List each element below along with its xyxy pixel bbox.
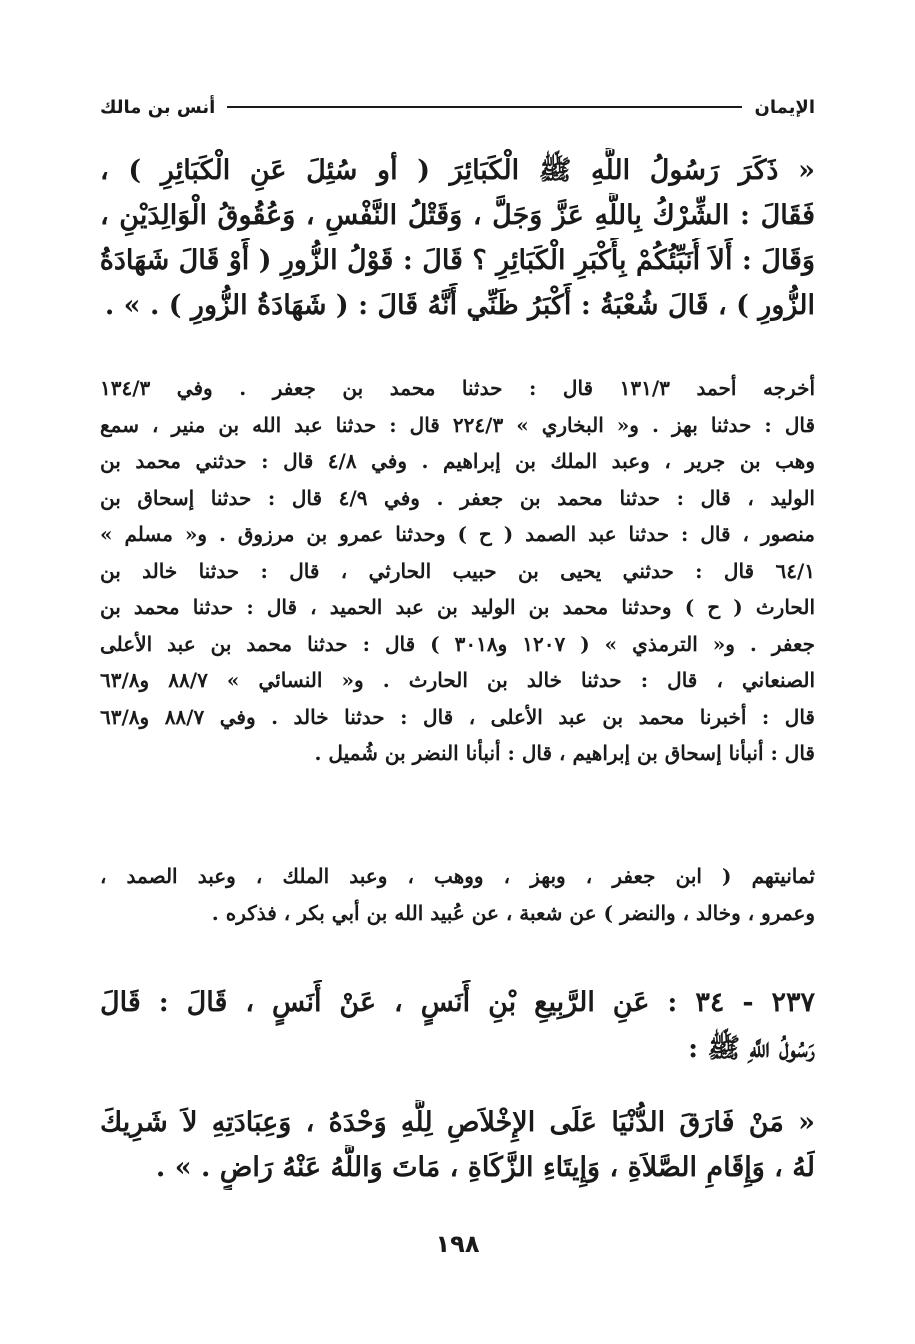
text-line: قال : أخبرنا محمد بن عبد الأعلى ، قال : حدثنا خالد . وفي ٨٨/٧ و٦٣/٨	[100, 704, 815, 729]
page-number: ١٩٨	[435, 1230, 480, 1258]
text-line: ٦٤/١ قال : حدثني يحيى بن حبيب الحارثي ، قال : حدثنا خالد بن	[100, 558, 815, 583]
text-line: رَسُولُ اللَّهِ ﷺ :	[688, 1033, 815, 1064]
text-line: وَقَالَ : أَلاَ أُنَبِّئُكُمْ بِأَكْبَرِ الْكَبَائِرِ ؟ قَالَ : قَوْلُ الزُّورِ ( أَوْ قَالَ شَهَادَةُ	[100, 245, 815, 276]
hadith-text-2	[100, 1100, 815, 1190]
hadith-heading	[100, 980, 815, 1072]
text-line: قال : أنبأنا إسحاق بن إبراهيم ، قال : أنبأنا النضر بن شُميل .	[314, 741, 815, 765]
text-line: الصنعاني ، قال : حدثنا خالد بن الحارث . و« النسائي » ٨٨/٧ و٦٣/٨	[100, 668, 815, 692]
header-right-title: الإيمان	[754, 96, 815, 118]
text-line: منصور ، قال : حدثنا عبد الصمد ( ح ) وحدثنا عمرو بن مرزوق . و« مسلم »	[100, 522, 815, 546]
text-line: جعفر . و« الترمذي » ( ١٢٠٧ و٣٠١٨ ) قال : حدثنا محمد بن عبد الأعلى	[100, 631, 815, 656]
text-line: « ذَكَرَ رَسُولُ اللَّهِ ﷺ الْكَبَائِرَ ( أو سُئِلَ عَنِ الْكَبَائِرِ ) ،	[100, 155, 815, 186]
header-left-title: أنس بن مالك	[100, 96, 216, 118]
text-line: فَقَالَ : الشِّرْكُ بِاللَّهِ عَزَّ وَجَلَّ ، وَقَتْلُ النَّفْسِ ، وَعُقُوقُ الْوَالِدَيْنِ ،	[100, 200, 815, 231]
text-line: الحارث ( ح ) وحدثنا محمد بن الوليد بن عبد الحميد ، قال : حدثنا محمد بن	[100, 595, 815, 619]
hadith-text-1	[100, 148, 815, 328]
text-line: « مَنْ فَارَقَ الدُّنْيَا عَلَى الإِخْلاَصِ لِلَّهِ وَحْدَهُ ، وَعِبَادَتِهِ لاَ شَرِيكَ	[100, 1107, 815, 1138]
running-header	[100, 92, 815, 122]
summary-paragraph	[100, 858, 815, 932]
text-line: الوليد ، قال : حدثنا محمد بن جعفر . وفي ٤/٩ قال : حدثنا إسحاق بن	[100, 485, 815, 510]
text-line: ٢٣٧ - ٣٤ : عَنِ الرَّبِيعِ بْنِ أَنَسٍ ، عَنْ أَنَسٍ ، قَالَ : قَالَ	[100, 987, 815, 1018]
text-line: لَهُ ، وَإِقَامِ الصَّلاَةِ ، وَإِيتَاءِ الزَّكَاةِ ، مَاتَ وَاللَّهُ عَنْهُ رَاضٍ . » .	[155, 1152, 815, 1183]
text-line: قال : حدثنا بهز . و« البخاري » ٢٢٤/٣ قال : حدثنا عبد الله بن منير ، سمع	[100, 412, 815, 437]
header-rule	[227, 106, 742, 108]
text-line: الزُّورِ ) ، قَالَ شُعْبَةُ : أَكْبَرُ ظَنِّي أَنَّهُ قَالَ : ( شَهَادَةُ الزُّورِ ) . » .	[104, 290, 815, 321]
text-line: وعمرو ، وخالد ، والنضر ) عن شعبة ، عن عُبيد الله بن أبي بكر ، فذكره .	[211, 901, 815, 925]
text-line: ثمانيتهم ( ابن جعفر ، وبهز ، ووهب ، وعبد الملك ، وعبد الصمد ،	[100, 864, 815, 888]
text-line: أخرجه أحمد ١٣١/٣ قال : حدثنا محمد بن جعفر . وفي ١٣٤/٣	[100, 376, 815, 400]
takhrij-paragraph	[100, 370, 815, 772]
text-line: وهب بن جرير ، وعبد الملك بن إبراهيم . وفي ٤/٨ قال : حدثني محمد بن	[100, 449, 815, 473]
